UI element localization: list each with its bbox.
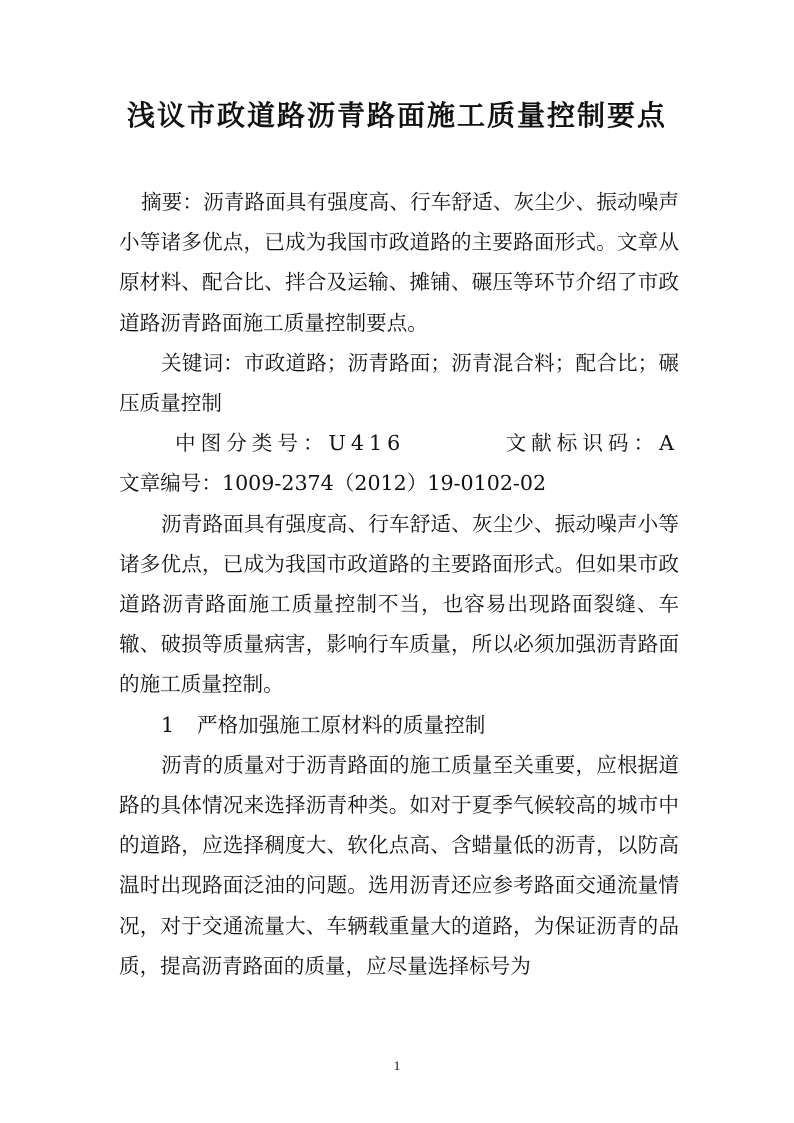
classification-line [119, 423, 679, 463]
document-title: 浅议市政道路沥青路面施工质量控制要点 [126, 99, 667, 132]
page-number: 1 [393, 1058, 401, 1073]
section-number: 1 [161, 712, 175, 737]
section-heading [119, 705, 679, 745]
document-body [119, 182, 679, 986]
intro-paragraph: 沥青路面具有强度高、行车舒适、灰尘少、振动噪声小等诸多优点，已成为我国市政道路的主要路面形式。但如果市政道路沥青路面施工质量控制不当，也容易出现路面裂缝、车辙、破损等质量病害，影响行车质量，所以必须加强沥青路面的施工质量控制。 [119, 511, 679, 697]
article-number: 文章编号：1009-2374（2012）19-0102-02 [119, 471, 547, 496]
classification-number: 中图分类号：U416 [175, 431, 406, 456]
section-paragraph: 沥青的质量对于沥青路面的施工质量至关重要，应根据道路的具体情况来选择沥青种类。如对于夏季气候较高的城市中的道路，应选择稠度大、软化点高、含蜡量低的沥青，以防高温时出现路面泛油的问题。选用沥青还应参考路面交通流量情况，对于交通流量大、车辆载重量大的道路，为保证沥青的品质，提高沥青路面的质量，应尽量选择标号为 [119, 752, 679, 978]
section-title: 严格加强施工原材料的质量控制 [197, 712, 486, 737]
document-code: 文献标识码：A [505, 431, 679, 456]
keywords-paragraph: 关键词：市政道路；沥青路面；沥青混合料；配合比；碾压质量控制 [119, 350, 679, 416]
abstract-paragraph: 摘要：沥青路面具有强度高、行车舒适、灰尘少、振动噪声小等诸多优点，已成为我国市政道路的主要路面形式。文章从原材料、配合比、拌合及运输、摊铺、碾压等环节介绍了市政道路沥青路面施工质量控制要点。 [119, 190, 679, 335]
